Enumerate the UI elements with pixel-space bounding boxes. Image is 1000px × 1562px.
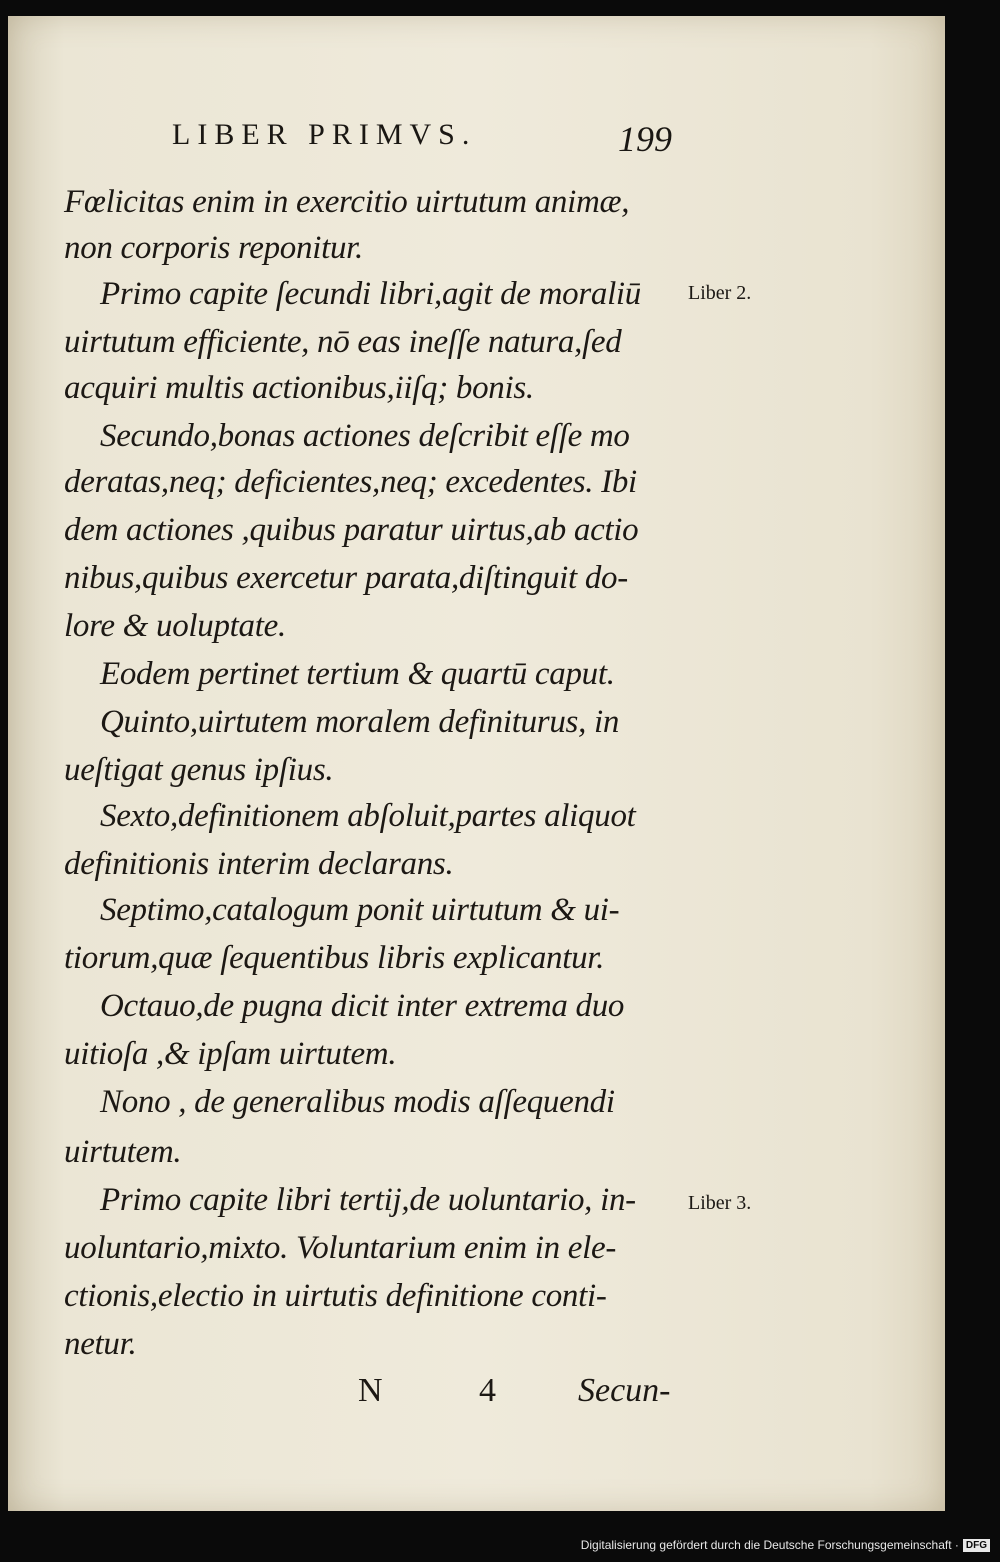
text-line: Primo capite ſecundi libri,agit de moraliū bbox=[100, 276, 642, 312]
text-line: deratas,neq; deficientes,neq; excedentes. Ibi bbox=[64, 464, 637, 500]
text-line: uitioſa ,& ipſam uirtutem. bbox=[64, 1036, 397, 1072]
marginal-note: Liber 2. bbox=[688, 282, 752, 304]
text-line: lore & uoluptate. bbox=[64, 608, 286, 644]
text-line: Secundo,bonas actiones deſcribit eſſe mo bbox=[100, 418, 630, 454]
text-line: tiorum,quæ ſequentibus libris explicantur. bbox=[64, 940, 605, 976]
text-line: Nono , de generalibus modis aſſequendi bbox=[100, 1084, 615, 1120]
digitization-text: Digitalisierung gefördert durch die Deutsche Forschungsgemeinschaft · bbox=[580, 1538, 959, 1552]
text-line: Fœlicitas enim in exercitio uirtutum animæ, bbox=[64, 184, 630, 220]
signature-mark: N 4 bbox=[358, 1372, 541, 1409]
text-line: nibus,quibus exercetur parata,diſtinguit do- bbox=[64, 560, 628, 596]
page-header bbox=[172, 118, 692, 162]
page-number: 199 bbox=[618, 119, 672, 159]
text-line: Primo capite libri tertij,de uoluntario, in- bbox=[100, 1182, 636, 1218]
text-line: non corporis reponitur. bbox=[64, 230, 363, 266]
text-line: Eodem pertinet tertium & quartū caput. bbox=[100, 656, 615, 692]
text-line: ueſtigat genus ipſius. bbox=[64, 752, 334, 788]
digitization-note bbox=[581, 1536, 990, 1554]
catchword: Secun- bbox=[578, 1372, 671, 1409]
text-line: acquiri multis actionibus,iiſq; bonis. bbox=[64, 370, 534, 406]
text-line: dem actiones ,quibus paratur uirtus,ab actio bbox=[64, 512, 639, 548]
text-line: uirtutem. bbox=[64, 1134, 182, 1170]
text-line: Sexto,definitionem abſoluit,partes aliquot bbox=[100, 798, 636, 834]
text-line: Septimo,catalogum ponit uirtutum & ui- bbox=[100, 892, 620, 928]
text-line: Octauo,de pugna dicit inter extrema duo bbox=[100, 988, 625, 1024]
text-line: uoluntario,mixto. Voluntarium enim in ele- bbox=[64, 1230, 617, 1266]
text-line: netur. bbox=[64, 1326, 137, 1362]
text-line: ctionis,electio in uirtutis definitione conti- bbox=[64, 1278, 607, 1314]
running-title: LIBER PRIMVS. bbox=[172, 118, 477, 151]
text-line: Quinto,uirtutem moralem definiturus, in bbox=[100, 704, 620, 740]
text-line: uirtutum efficiente, nō eas ineſſe natura,ſed bbox=[64, 324, 622, 360]
dfg-logo: DFG bbox=[963, 1539, 990, 1552]
marginal-note: Liber 3. bbox=[688, 1192, 752, 1214]
text-line: definitionis interim declarans. bbox=[64, 846, 454, 882]
